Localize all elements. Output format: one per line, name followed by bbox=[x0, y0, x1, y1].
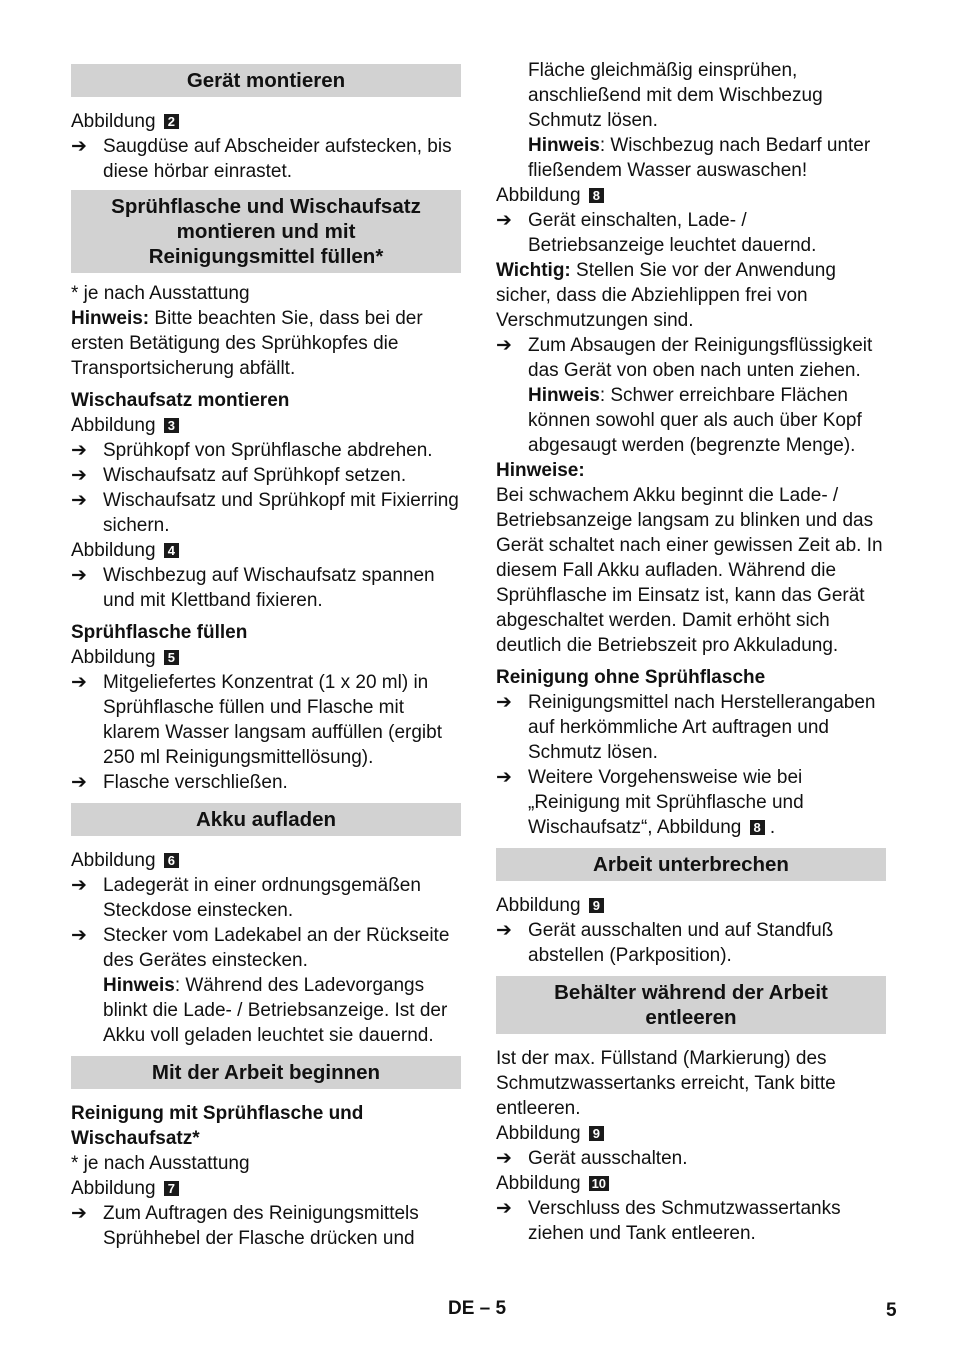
instruction-step: ➔ Ladegerät in einer ordnungsgemäßen Steckdose einstecken. bbox=[71, 874, 421, 921]
figure-number-badge: 7 bbox=[164, 1181, 179, 1196]
section-header-spruehflasche-montieren: Sprühflasche und Wischaufsatz montieren und mit Reinigungsmittel füllen* bbox=[71, 190, 461, 273]
figure-number-badge: 10 bbox=[589, 1176, 609, 1191]
figure-number-badge: 4 bbox=[164, 543, 179, 558]
equipment-note: * je nach Ausstattung bbox=[71, 283, 250, 304]
right-column bbox=[496, 58, 886, 1246]
instruction-step: ➔ Mitgeliefertes Konzentrat (1 x 20 ml) in Sprühflasche füllen und Flasche mit klarem Wasser langsam auffüllen (ergibt 250 ml Reinigungsmittellösung). bbox=[71, 671, 442, 768]
figure-number-badge: 9 bbox=[589, 898, 604, 913]
arrow-icon: ➔ bbox=[71, 771, 87, 793]
instruction-step: ➔ Reinigungsmittel nach Herstellerangaben auf herkömmliche Art auftragen und Schmutz lösen. bbox=[496, 691, 876, 763]
subheading-spruehflasche-fuellen: Sprühflasche füllen bbox=[71, 622, 248, 643]
instruction-step: ➔ Gerät einschalten, Lade- / Betriebsanzeige leuchtet dauernd. bbox=[496, 209, 817, 256]
arrow-icon: ➔ bbox=[71, 439, 87, 461]
instruction-step: ➔ Verschluss des Schmutzwassertanks ziehen und Tank entleeren. bbox=[496, 1197, 841, 1244]
footer-language-page: DE – 5 bbox=[448, 1298, 507, 1319]
subheading-reinigung-ohne-spruehflasche: Reinigung ohne Sprühflasche bbox=[496, 667, 766, 688]
hints-paragraph: Bei schwachem Akku beginnt die Lade- / Betriebsanzeige langsam zu blinken und das Gerät schaltet nach einer gewissen Zeit ab. In diesem Fall Akku aufladen. Während die Sprühflasche im Einsatz ist, kann das Gerät abgeschaltet werden. Damit erhöht sich deutlich die Betriebszeit pro Akkuladung. bbox=[496, 485, 883, 656]
instruction-step: ➔ Wischaufsatz und Sprühkopf mit Fixierring sichern. bbox=[71, 489, 459, 536]
subheading-reinigung-mit-spruehflasche: Reinigung mit Sprühflasche und Wischaufsatz* bbox=[71, 1103, 364, 1149]
page-number: 5 bbox=[886, 1300, 897, 1321]
figure-ref: Abbildung 10 bbox=[496, 1171, 886, 1196]
section-header-mit-der-arbeit-beginnen: Mit der Arbeit beginnen bbox=[71, 1056, 461, 1089]
section-header-akku-aufladen: Akku aufladen bbox=[71, 803, 461, 836]
left-column bbox=[71, 58, 461, 1251]
instruction-step: ➔ Gerät ausschalten und auf Standfuß abstellen (Parkposition). bbox=[496, 919, 834, 966]
important-paragraph: Wichtig: Stellen Sie vor der Anwendung sicher, dass die Abziehlippen frei von Verschmutzungen sind. bbox=[496, 260, 836, 331]
figure-ref: Abbildung 9 bbox=[496, 1121, 886, 1146]
section-header-behaelter-entleeren: Behälter während der Arbeit entleeren bbox=[496, 976, 886, 1034]
figure-ref: Abbildung 2 bbox=[71, 109, 461, 134]
figure-number-badge: 6 bbox=[164, 853, 179, 868]
figure-number-badge: 3 bbox=[164, 418, 179, 433]
instruction-step: ➔ Weitere Vorgehensweise wie bei „Reinigung mit Sprühflasche und Wischaufsatz“, Abbildung 8 . bbox=[496, 766, 804, 838]
figure-number-badge: 2 bbox=[164, 114, 179, 129]
figure-ref: Abbildung 7 bbox=[71, 1176, 461, 1201]
instruction-step: ➔ Stecker vom Ladekabel an der Rückseite des Gerätes einstecken. Hinweis: Während des Ladevorgangs blinkt die Lade- / Betriebsanzeige. Ist der Akku voll geladen leuchtet sie dauernd. bbox=[71, 924, 450, 1046]
arrow-icon: ➔ bbox=[71, 464, 87, 486]
intro-paragraph: Ist der max. Füllstand (Markierung) des Schmutzwassertanks erreicht, Tank bitte entleeren. bbox=[496, 1048, 836, 1119]
arrow-icon: ➔ bbox=[496, 1147, 512, 1169]
arrow-icon: ➔ bbox=[71, 1202, 87, 1224]
instruction-step: ➔ Sprühkopf von Sprühflasche abdrehen. bbox=[71, 439, 433, 461]
instruction-step: ➔ Wischbezug auf Wischaufsatz spannen und mit Klettband fixieren. bbox=[71, 564, 435, 611]
figure-ref: Abbildung 8 bbox=[496, 183, 886, 208]
arrow-icon: ➔ bbox=[71, 874, 87, 896]
arrow-icon: ➔ bbox=[71, 564, 87, 586]
instruction-step: ➔ Zum Absaugen der Reinigungsflüssigkeit das Gerät von oben nach unten ziehen. Hinweis: Schwer erreichbare Flächen können sowohl quer als auch über Kopf abgesaugt werden (begrenzte Menge). bbox=[496, 334, 873, 456]
figure-ref: Abbildung 9 bbox=[496, 893, 886, 918]
arrow-icon: ➔ bbox=[71, 135, 87, 157]
instruction-step-continued: Fläche gleichmäßig einsprühen, anschließend mit dem Wischbezug Schmutz lösen. Hinweis: Wischbezug nach Bedarf unter fließendem Wasser auswaschen! bbox=[528, 60, 871, 181]
figure-number-badge: 9 bbox=[589, 1126, 604, 1141]
instruction-step: ➔ Zum Auftragen des Reinigungsmittels Sprühhebel der Flasche drücken und bbox=[71, 1202, 419, 1249]
figure-ref: Abbildung 6 bbox=[71, 848, 461, 873]
arrow-icon: ➔ bbox=[496, 919, 512, 941]
instruction-step: ➔ Saugdüse auf Abscheider aufstecken, bis diese hörbar einrastet. bbox=[71, 135, 452, 182]
figure-number-badge: 5 bbox=[164, 650, 179, 665]
figure-ref: Abbildung 5 bbox=[71, 645, 461, 670]
figure-number-badge: 8 bbox=[589, 188, 604, 203]
equipment-note: * je nach Ausstattung bbox=[71, 1153, 250, 1174]
instruction-step: ➔ Gerät ausschalten. bbox=[496, 1147, 688, 1169]
figure-ref: Abbildung 4 bbox=[71, 538, 461, 563]
arrow-icon: ➔ bbox=[71, 924, 87, 946]
section-header-arbeit-unterbrechen: Arbeit unterbrechen bbox=[496, 848, 886, 881]
arrow-icon: ➔ bbox=[71, 489, 87, 511]
section-header-geraet-montieren: Gerät montieren bbox=[71, 64, 461, 97]
arrow-icon: ➔ bbox=[496, 691, 512, 713]
arrow-icon: ➔ bbox=[71, 671, 87, 693]
hints-label: Hinweise: bbox=[496, 460, 585, 481]
instruction-step: ➔ Wischaufsatz auf Sprühkopf setzen. bbox=[71, 464, 407, 486]
hint-paragraph: Hinweis: Bitte beachten Sie, dass bei der ersten Betätigung des Sprühkopfes die Transportsicherung abfällt. bbox=[71, 308, 423, 379]
figure-ref: Abbildung 3 bbox=[71, 413, 461, 438]
arrow-icon: ➔ bbox=[496, 209, 512, 231]
instruction-step: ➔ Flasche verschließen. bbox=[71, 771, 288, 793]
arrow-icon: ➔ bbox=[496, 766, 512, 788]
subheading-wischaufsatz-montieren: Wischaufsatz montieren bbox=[71, 390, 290, 411]
figure-number-badge: 8 bbox=[750, 820, 765, 835]
arrow-icon: ➔ bbox=[496, 334, 512, 356]
arrow-icon: ➔ bbox=[496, 1197, 512, 1219]
